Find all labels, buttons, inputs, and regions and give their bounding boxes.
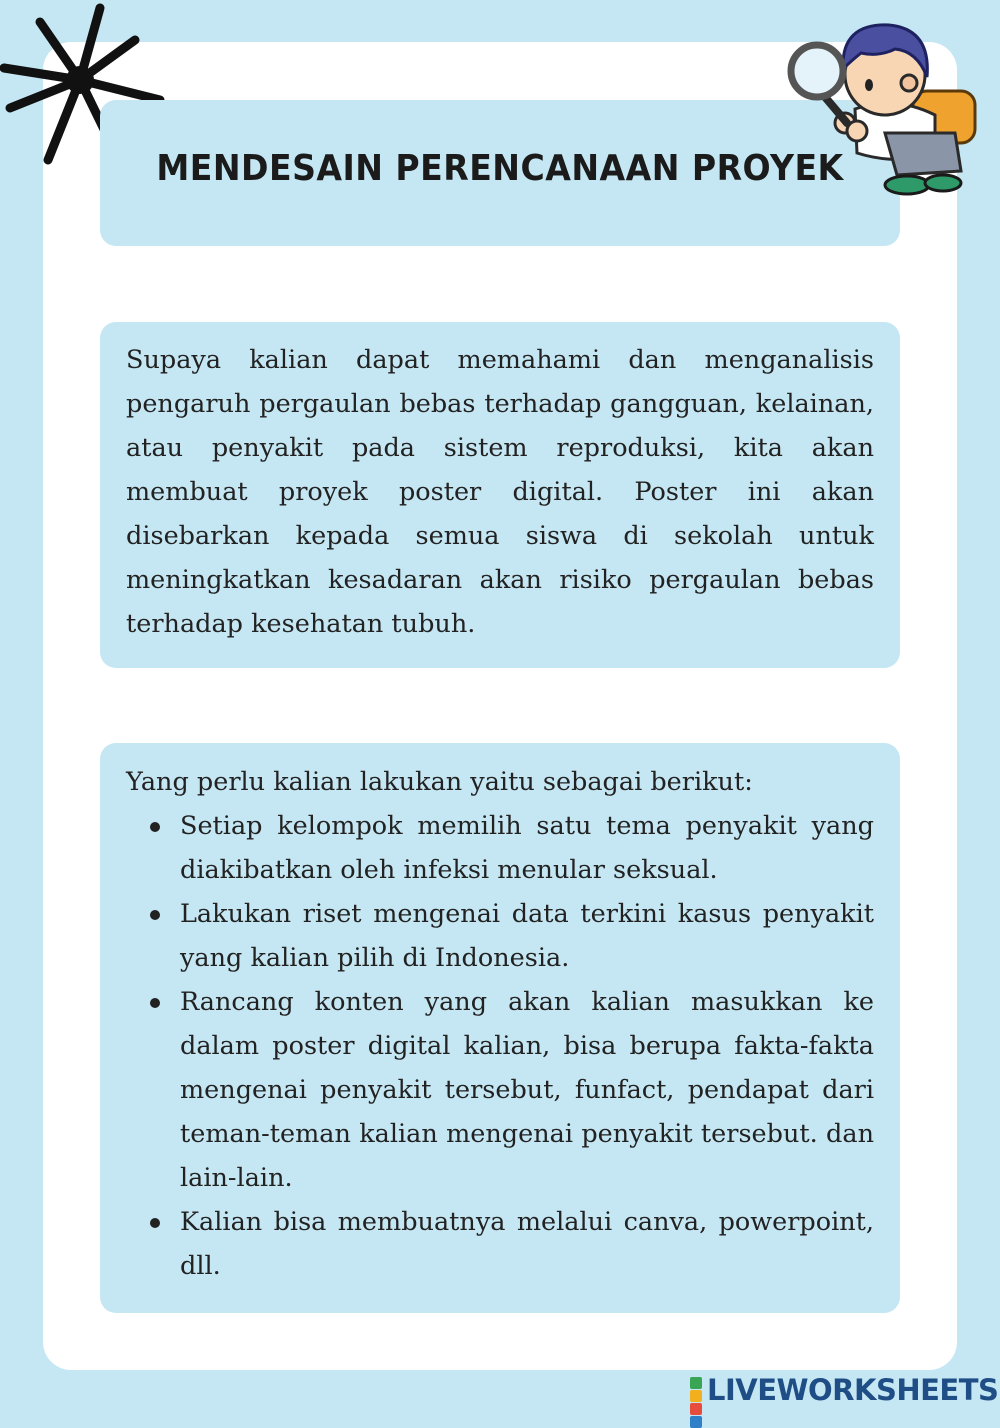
liveworksheets-brand[interactable] [690,1372,999,1408]
steps-list [126,804,874,1288]
list-item-text: Rancang konten yang akan kalian masukkan ke dalam poster digital kalian, bisa berupa fakta-fakta mengenai penyakit tersebut, funfact, pendapat dari teman-teman kalian mengenai penyakit tersebut. dan lain-lain. [180,987,874,1193]
bullet-icon [150,910,160,920]
liveworksheets-logo-icon [690,1377,703,1403]
intro-paragraph: Supaya kalian dapat memahami dan menganalisis pengaruh pergaulan bebas terhadap gangguan, kelainan, atau penyakit pada sistem reproduksi, kita akan membuat proyek poster digital. Poster ini akan disebarkan kepada semua siswa di sekolah untuk meningkatkan kesadaran akan risiko pergaulan bebas terhadap kesehatan tubuh. [126,345,874,639]
list-item [126,804,874,892]
list-item [126,892,874,980]
kid-magnifier-icon [785,5,985,200]
list-item-text: Setiap kelompok memilih satu tema penyakit yang diakibatkan oleh infeksi menular seksual. [180,811,874,885]
steps-lead: Yang perlu kalian lakukan yaitu sebagai berikut: [126,767,753,797]
list-item [126,980,874,1200]
bullet-icon [150,998,160,1008]
bullet-icon [150,822,160,832]
page-title: MENDESAIN PERENCANAAN PROYEK [156,148,844,189]
list-item-text: Lakukan riset mengenai data terkini kasus penyakit yang kalian pilih di Indonesia. [180,899,874,973]
bullet-icon [150,1218,160,1228]
list-item-text: Kalian bisa membuatnya melalui canva, powerpoint, dll. [180,1207,874,1281]
list-item [126,1200,874,1288]
brand-name: LIVEWORKSHEETS [707,1373,999,1407]
